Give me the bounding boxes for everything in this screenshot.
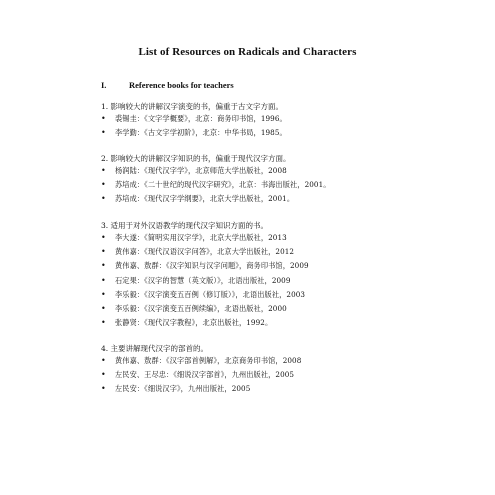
- list-item-text: 裘锡圭：《文字学概要》，北京：商务印书馆，1996。: [115, 114, 287, 123]
- bullet-icon: •: [101, 370, 106, 380]
- list-item-text: 杨润陆：《现代汉字学》，北京师范大学出版社，2008: [115, 166, 287, 175]
- list-item-text: 李乐毅：《汉字演变五百例（修订版）》，北语出版社，2003: [115, 289, 306, 299]
- group-heading: 4. 主要讲解现代汉字的部首的。: [101, 344, 209, 353]
- section-number: I.: [101, 80, 107, 90]
- group-heading: 2. 影响较大的讲解汉字知识的书，偏重于现代汉字方面。: [101, 154, 291, 163]
- bullet-icon: •: [101, 233, 106, 242]
- list-item: [101, 382, 301, 396]
- bullet-icon: •: [101, 289, 106, 299]
- list-item-text: 李乐毅：《汉字演变五百例续编》，北语出版社，2000: [115, 303, 287, 313]
- bullet-icon: •: [101, 114, 106, 123]
- bullet-icon: •: [101, 128, 106, 138]
- list-item: [101, 192, 331, 206]
- bullet-icon: •: [101, 194, 106, 204]
- list-item-text: 张静贤：《现代汉字教程》，北京出版社，1992。: [115, 318, 273, 328]
- list-item: [101, 274, 309, 288]
- section-title: Reference books for teachers: [129, 80, 234, 90]
- list-item-text: 左民安：《细说汉字》，九州出版社，2005: [115, 384, 251, 394]
- bullet-icon: •: [101, 180, 106, 190]
- list-item: [101, 178, 331, 192]
- list-item: [101, 316, 309, 330]
- list-item-text: 苏培成：《现代汉字学纲要》，北京大学出版社，2001。: [115, 194, 295, 204]
- list-item-text: 黄伟嘉、敖群：《汉字部首例解》，北京商务印书馆，2008: [115, 356, 302, 365]
- page-title: List of Resources on Radicals and Characters: [138, 46, 357, 58]
- list-item: [101, 288, 309, 302]
- section-heading: [101, 80, 234, 90]
- bullet-icon: •: [101, 318, 106, 328]
- list-item-text: 李大遂：《简明实用汉字学》，北京大学出版社，2013: [115, 233, 287, 242]
- list-item: [101, 302, 309, 316]
- list-item: [101, 126, 287, 140]
- list-item-text: 黄伟嘉：《现代汉语汉字问答》，北京大学出版社，2012: [115, 247, 295, 257]
- bullet-icon: •: [101, 303, 106, 313]
- group-4: [101, 343, 301, 397]
- list-item: [101, 245, 309, 259]
- list-item-text: 苏培成：《二十世纪的现代汉字研究》，北京：书海出版社，2001。: [115, 180, 331, 190]
- list-item: [101, 231, 309, 245]
- list-item: [101, 368, 301, 382]
- list-item-text: 李学勤：《古文字学初阶》，北京：中华书局，1985。: [115, 128, 287, 138]
- list-item-text: 黄伟嘉、敖群：《汉字知识与汉字问题》，商务印书馆，2009: [115, 261, 309, 271]
- list-item: [101, 112, 287, 126]
- list-item: [101, 164, 331, 178]
- list-item-text: 左民安、王尽忠：《细说汉字部首》，九州出版社，2005: [115, 370, 295, 380]
- list-item: [101, 259, 309, 273]
- list-item-text: 石定果：《汉字的智慧（英文版）》，北语出版社，2009: [115, 275, 291, 285]
- bullet-icon: •: [101, 275, 106, 285]
- bullet-icon: •: [101, 356, 106, 365]
- bullet-icon: •: [101, 384, 106, 394]
- group-3: [101, 220, 309, 330]
- group-1: [101, 101, 287, 140]
- bullet-icon: •: [101, 166, 106, 175]
- group-heading: 1. 影响较大的讲解汉字演变的书，偏重于古文字方面。: [101, 102, 284, 111]
- bullet-icon: •: [101, 261, 106, 271]
- group-heading: 3. 适用于对外汉语教学的现代汉字知识方面的书。: [101, 221, 269, 230]
- list-item: [101, 354, 301, 368]
- group-2: [101, 153, 331, 207]
- bullet-icon: •: [101, 247, 106, 257]
